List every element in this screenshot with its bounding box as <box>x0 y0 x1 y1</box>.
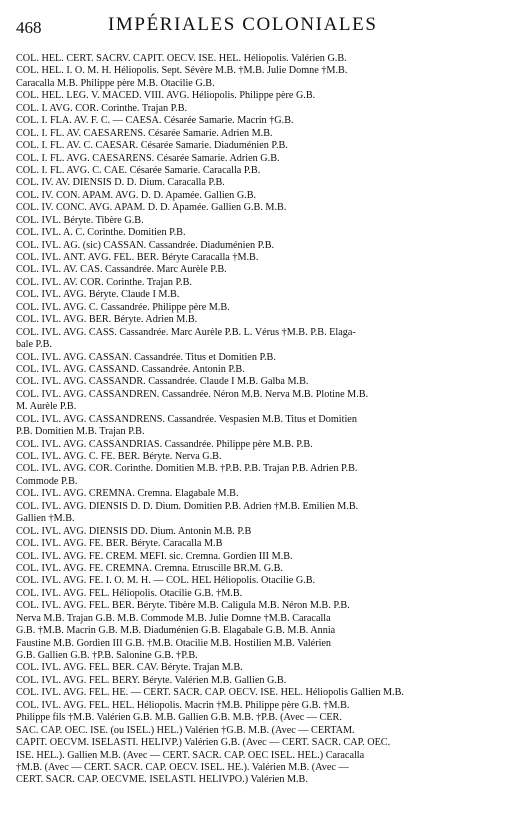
entry-line: COL. IVL. AVG. C. Cassandrée. Philippe père M.B. <box>16 301 230 313</box>
entry-line: COL. HEL. I. O. M. H. Héliopolis. Sept. Sévère M.B. †M.B. Julie Domne †M.B. <box>16 65 348 77</box>
entry-line: COL. IVL. AVG. CASSANDREN. Cassandrée. Néron M.B. Nerva M.B. Plotine M.B. <box>16 388 369 400</box>
entry-line: Faustine M.B. Gordien III G.B. †M.B. Otacilie M.B. Hostilien M.B. Valérien <box>16 637 332 649</box>
entry-line: Philippe fils †M.B. Valérien G.B. M.B. Gallien G.B. M.B. †P.B. (Avec — CER. <box>16 712 342 724</box>
entry-line: COL. IVL. A. C. Corinthe. Domitien P.B. <box>16 227 186 239</box>
entry-line: COL. HEL. LEG. V. MACED. VIII. AVG. Héliopolis. Philippe père G.B. <box>16 90 316 102</box>
entry-line: COL. IVL. ANT. AVG. FEL. BER. Béryte Caracalla †M.B. <box>16 252 259 263</box>
entry-line: COL. IVL. AVG. FEL. BER. Béryte. Tibère M.B. Caligula M.B. Néron M.B. P.B. <box>16 600 350 612</box>
entry-line: ISE. HEL.). Gallien M.B. (Avec — CERT. SACR. CAP. OEC ISEL. HEL.) Caracalla <box>16 749 365 761</box>
entry-line: COL. IV. CON. APAM. AVG. D. D. Apamée. Gallien G.B. <box>16 189 257 201</box>
entry-line: †M.B. (Avec — CERT. SACR. CAP. OECV. ISEL. HE.). Valérien M.B. (Avec — <box>16 761 349 773</box>
entry-line: COL. IVL. AVG. FEL. Héliopolis. Otacilie G.B. †M.B. <box>16 587 243 599</box>
entry-line: COL. IV. CONC. AVG. APAM. D. D. Apamée. Gallien G.B. M.B. <box>16 202 287 214</box>
entry-line: COL. IVL. AVG. C. FE. BER. Béryte. Nerva G.B. <box>16 451 222 462</box>
entry-line: COL. I. AVG. COR. Corinthe. Trajan P.B. <box>16 102 188 114</box>
entry-line: Nerva M.B. Trajan G.B. M.B. Commode M.B. Julie Domne †M.B. Caracalla <box>16 612 331 624</box>
entry-line: COL. IVL. AVG. COR. Corinthe. Domitien M.B. †P.B. P.B. Trajan P.B. Adrien P.B. <box>16 463 358 475</box>
entry-line: COL. IV. AV. DIENSIS D. D. Dium. Caracalla P.B. <box>16 177 225 189</box>
entry-line: COL. IVL. Béryte. Tibère G.B. <box>16 214 144 226</box>
entry-line: COL. IVL. AVG. CASS. Cassandrée. Marc Aurèle P.B. L. Vérus †M.B. P.B. Elaga- <box>16 326 356 338</box>
entry-line: COL. IVL. AVG. FEL. HE. — CERT. SACR. CAP. OECV. ISE. HEL. Héliopolis Gallien M.B. <box>16 687 404 699</box>
entry-line: CAPIT. OECVM. ISELASTI. HELIVP.) Valérien G.B. (Avec — CERT. SACR. CAP. OEC. <box>16 737 391 749</box>
entry-line: COL. IVL. AVG. CASSANDR. Cassandrée. Claude I M.B. Galba M.B. <box>16 376 309 388</box>
entry-line: COL. IVL. AVG. DIENSIS D. D. Dium. Domitien P.B. Adrien †M.B. Emilien M.B. <box>16 500 359 512</box>
entry-line: COL. IVL. AV. CAS. Cassandrée. Marc Aurèle P.B. <box>16 264 227 276</box>
entry-line: COL. I. FL. AVG. CAESARENS. Césarée Samarie. Adrien G.B. <box>16 152 280 164</box>
entry-line: COL. IVL. AVG. FE. I. O. M. H. — COL. HEL Héliopolis. Otacilie G.B. <box>16 575 316 587</box>
entry-line: G.B. †M.B. Macrin G.B. M.B. Diaduménien G.B. Elagabale G.B. M.B. Annia <box>16 625 336 637</box>
entry-line: COL. I. FL. AV. C. CAESAR. Césarée Samarie. Diaduménien P.B. <box>16 140 288 152</box>
entry-line: COL. I. FLA. AV. F. C. — CAESA. Césarée Samarie. Macrin †G.B. <box>16 115 294 127</box>
entry-line: COL. IVL. AVG. FEL. BERY. Béryte. Valérien M.B. Gallien G.B. <box>16 674 287 686</box>
entry-line: P.B. Domitien M.B. Trajan P.B. <box>16 426 145 438</box>
entry-line: Commode P.B. <box>16 475 78 487</box>
entry-line: COL. IVL. AG. (sic) CASSAN. Cassandrée. Diaduménien P.B. <box>16 239 275 251</box>
entry-line: COL. IVL. AVG. CASSANDRIAS. Cassandrée. Philippe père M.B. P.B. <box>16 438 313 450</box>
entry-line: SAC. CAP. OEC. ISE. (ou ISEL.) HEL.) Valérien †G.B. M.B. (Avec — CERTAM. <box>16 724 355 736</box>
entry-line: COL. IVL. AVG. FE. CREM. MEFI. sic. Cremna. Gordien III M.B. <box>16 550 293 562</box>
entry-line: COL. I. FL. AVG. C. CAE. Césarée Samarie. Caracalla P.B. <box>16 164 261 176</box>
entry-line: M. Aurèle P.B. <box>16 401 77 413</box>
entry-line: Caracalla M.B. Philippe père M.B. Otacilie G.B. <box>16 77 215 89</box>
entry-line: COL. I. FL. AV. CAESARENS. Césarée Samarie. Adrien M.B. <box>16 127 273 139</box>
entry-line: COL. IVL. AVG. DIENSIS DD. Dium. Antonin M.B. P.B <box>16 525 252 537</box>
entry-line: G.B. Gallien G.B. †P.B. Salonine G.B. †P.B. <box>16 650 198 661</box>
entry-line: COL. IVL. AVG. Béryte. Claude I M.B. <box>16 289 180 301</box>
entry-line: COL. IVL. AVG. FE. BER. Béryte. Caracalla M.B <box>16 538 223 550</box>
entry-line: COL. IVL. AVG. FEL. HEL. Héliopolis. Macrin †M.B. Philippe père G.B. †M.B. <box>16 699 350 711</box>
entry-line: COL. IVL. AVG. CASSAND. Cassandrée. Antonin P.B. <box>16 363 245 375</box>
entry-line: COL. IVL. AVG. CASSAN. Cassandrée. Titus et Domitien P.B. <box>16 351 276 363</box>
entry-line: Gallien †M.B. <box>16 513 75 525</box>
entry-line: bale P.B. <box>16 339 52 351</box>
entry-line: COL. IVL. AVG. CASSANDRENS. Cassandrée. Vespasien M.B. Titus et Domitien <box>16 413 357 425</box>
entry-line: CERT. SACR. CAP. OECVME. ISELASTI. HELIVPO.) Valérien M.B. <box>16 774 308 786</box>
entry-line: COL. IVL. AVG. FE. CREMNA. Cremna. Etruscille BR.M. G.B. <box>16 562 283 574</box>
page-header <box>16 14 506 42</box>
entry-line: COL. IVL. AV. COR. Corinthe. Trajan P.B. <box>16 276 192 288</box>
entry-line: COL. IVL. AVG. BER. Béryte. Adrien M.B. <box>16 314 198 326</box>
running-title: IMPÉRIALES COLONIALES <box>108 14 378 35</box>
entry-line: COL. IVL. AVG. CREMNA. Cremna. Elagabale M.B. <box>16 488 239 500</box>
page-number: 468 <box>16 18 42 37</box>
entry-line: COL. HEL. CERT. SACRV. CAPIT. OECV. ISE. HEL. Héliopolis. Valérien G.B. <box>16 53 347 64</box>
catalog-entries <box>16 53 513 787</box>
entry-line: COL. IVL. AVG. FEL. BER. CAV. Béryte. Trajan M.B. <box>16 662 243 674</box>
